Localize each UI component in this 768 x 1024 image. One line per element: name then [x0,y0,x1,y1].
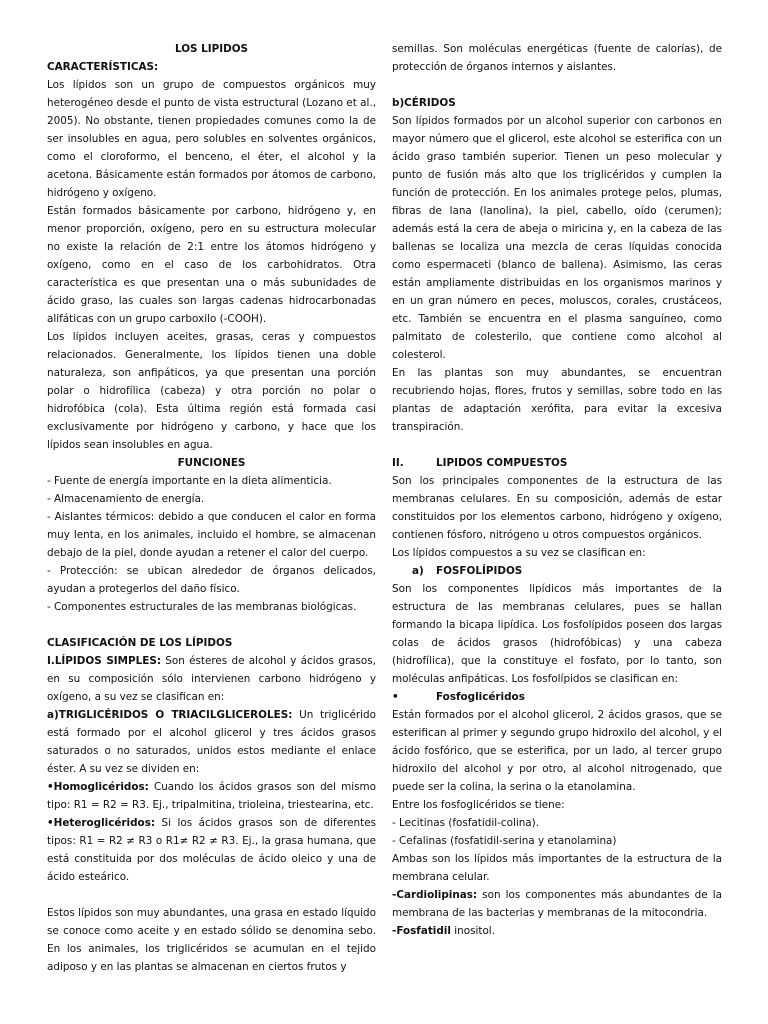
paragraph [392,922,722,940]
paragraph [47,652,376,706]
paragraph: Están formados básicamente por carbono, hidrógeno y, en menor proporción, oxígeno, pero en su estructura molecular no existe la relación de 2:1 entre los átomos hidrógeno y oxígeno, como en el caso de los carbohidratos. Otra característica es que presentan una o más subunidades de ácido graso, las cuales son largas cadenas hidrocarbonadas alifáticas con un grupo carboxilo (-COOH). [47,205,376,325]
list-item: - Almacenamiento de energía. [47,493,205,505]
right-column [392,40,722,940]
paragraph [47,706,376,778]
spacer [392,436,722,454]
paragraph: Son los principales componentes de la estructura de las membranas celulares. En su composición, además de estar constituidos por los elementos carbono, hidrógeno y oxígeno, contienen fósforo, nitrógeno u otros compuestos orgánicos. [392,475,722,541]
paragraph: En las plantas son muy abundantes, se encuentran recubriendo hojas, flores, frutos y semillas, sobre todo en las plantas de adaptación xerófita, para evitar la excesiva transpiración. [392,367,722,433]
fosfatidil-label: -Fosfatidil [392,925,451,937]
cardiolipinas-text: son los componentes más abundantes de la membrana de las bacterias y membranas de la mitocondria. [392,889,722,919]
paragraph: Ambas son los lípidos más importantes de la estructura de la membrana celular. [392,853,722,883]
bullet-icon: • [392,691,399,703]
paragraph: Los lípidos incluyen aceites, grasas, ceras y compuestos relacionados. Generalmente, los lípidos tienen una doble naturaleza, son anfipáticos, ya que presentan una porción polar o hidrofílica (cabeza) y otra porción no polar o hidrofóbica (cola). Esta última región está formada casi exclusivamente por hidrógeno y carbono, y hace que los lípidos sean insolubles en agua. [47,331,376,451]
spacer [47,616,376,634]
heterogliceridos-label: •Heteroglicéridos: [47,817,156,829]
list-item: - Aislantes térmicos: debido a que conducen el calor en forma muy lenta, en los animales, incluido el hombre, se almacenan debajo de la piel, donde ayudan a retener el calor del cuerpo. [47,511,376,559]
subsection-label: a) [412,565,424,577]
homogliceridos-label: •Homoglicéridos: [47,781,149,793]
list-item: - Lecitinas (fosfatidil-colina). [392,817,540,829]
paragraph: Están formados por el alcohol glicerol, 2 ácidos grasos, que se esterifican al primer y segundo grupo hidroxilo del alcohol, y el ácido fosfórico, que se esterifica, por un lado, al tercer grupo hidroxilo del alcohol y por otro, al alcohol nitrogenado, que puede ser la colina, la serina o la etanolamina. [392,709,722,793]
trigliceridos-label: a)TRIGLICÉRIDOS O TRIACILGLICEROLES: [47,709,293,721]
list-item: - Cefalinas (fosfatidil-serina y etanolamina) [392,835,617,847]
list-item: - Protección: se ubican alrededor de órganos delicados, ayudan a protegerlos del daño físico. [47,565,376,595]
fosfogliceridos-title: Fosfoglicéridos [436,691,525,703]
section-number: II. [392,457,404,469]
paragraph [47,814,376,886]
paragraph: Son los componentes lipídicos más importantes de la estructura de las membranas celulares, pues se hallan formando la bicapa lipídica. Los fosfolípidos poseen dos largas colas de ácidos grasos (hidrofóbicas) y una cabeza (hidrofílica), que la constituye el fosfato, por lo tanto, son moléculas anfipáticas. Los fosfolípidos se clasifican en: [392,583,722,685]
lipidos-simples-label: I.LÍPIDOS SIMPLES: [47,655,161,667]
caracteristicas-heading: CARACTERÍSTICAS: [47,61,159,73]
fosfogliceridos-heading [392,688,722,706]
spacer [47,886,376,904]
fosfatidil-text: inositol. [450,925,495,937]
fosfolipidos-heading [392,562,722,580]
trigliceridos-text: Un triglicérido está formado por el alcohol glicerol y tres ácidos grasos saturados o no saturados, unidos estos mediante el enlace éster. A su vez se dividen en: [47,709,376,775]
paragraph [392,886,722,922]
paragraph: Los lípidos son un grupo de compuestos orgánicos muy heterogéneo desde el punto de vista estructural (Lozano et al., 2005). No obstante, tienen propiedades comunes como la de ser insolubles en agua, pero solubles en solventes orgánicos, como el cloroformo, el benceno, el éter, el alcohol y la acetona. Básicamente están formados por átomos de carbono, hidrógeno y oxígeno. [47,79,376,199]
paragraph: Son lípidos formados por un alcohol superior con carbonos en mayor número que el glicerol, este alcohol se esterifica con un ácido graso también superior. Tienen un peso molecular y punto de fusión más alto que los triglicéridos y cumplen la función de protección. En los animales protege pelos, plumas, fibras de lana (lanolina), la piel, cabello, oído (cerumen); además está la cera de abeja o miricina y, en la cabeza de las ballenas se localiza una mezcla de ceras líquidas conocida como espermaceti (blanco de ballena). Asimismo, las ceras están ampliamente distribuidas en los organismos marinos y en un gran número en peces, moluscos, corales, crustáceos, etc. También se encuentra en el plasma sanguíneo, como palmitato de colesterilo, que contiene como alcohol al colesterol. [392,115,722,361]
heterogliceridos-text: Si los ácidos grasos son de diferentes tipos: R1 = R2 ≠ R3 o R1≠ R2 ≠ R3. Ej., la grasa humana, que está constituida por dos moléculas de ácido oleico y una de ácido esteárico. [47,817,376,883]
paragraph: Los lípidos compuestos a su vez se clasifican en: [392,547,646,559]
list-item: - Componentes estructurales de las membranas biológicas. [47,601,357,613]
document-title: LOS LIPIDOS [174,43,249,55]
paragraph [47,778,376,814]
left-column [47,40,376,976]
clasificacion-heading: CLASIFICACIÓN DE LOS LÍPIDOS [47,637,233,649]
paragraph: Entre los fosfoglicéridos se tiene: [392,799,565,811]
cardiolipinas-label: -Cardiolipinas: [392,889,478,901]
lipidos-simples-text: Son ésteres de alcohol y ácidos grasos, en su composición sólo intervienen carbono hidrógeno y oxígeno, a su vez se clasifican en: [47,655,376,703]
section-title: LIPIDOS COMPUESTOS [436,457,568,469]
ceridos-heading: b)CÉRIDOS [392,97,456,109]
funciones-heading: FUNCIONES [177,457,246,469]
spacer [392,76,722,94]
paragraph: semillas. Son moléculas energéticas (fuente de calorías), de protección de órganos internos y aislantes. [392,43,722,73]
lipidos-compuestos-heading [392,454,722,472]
homogliceridos-text: Cuando los ácidos grasos son del mismo tipo: R1 = R2 = R3. Ej., tripalmitina, trioleina, triestearina, etc. [47,781,376,811]
list-item: - Fuente de energía importante en la dieta alimenticia. [47,475,332,487]
subsection-title: FOSFOLÍPIDOS [436,565,523,577]
paragraph: Estos lípidos son muy abundantes, una grasa en estado líquido se conoce como aceite y en estado sólido se denomina sebo. En los animales, los triglicéridos se acumulan en el tejido adiposo y en las plantas se almacenan en ciertos frutos y [47,907,376,973]
